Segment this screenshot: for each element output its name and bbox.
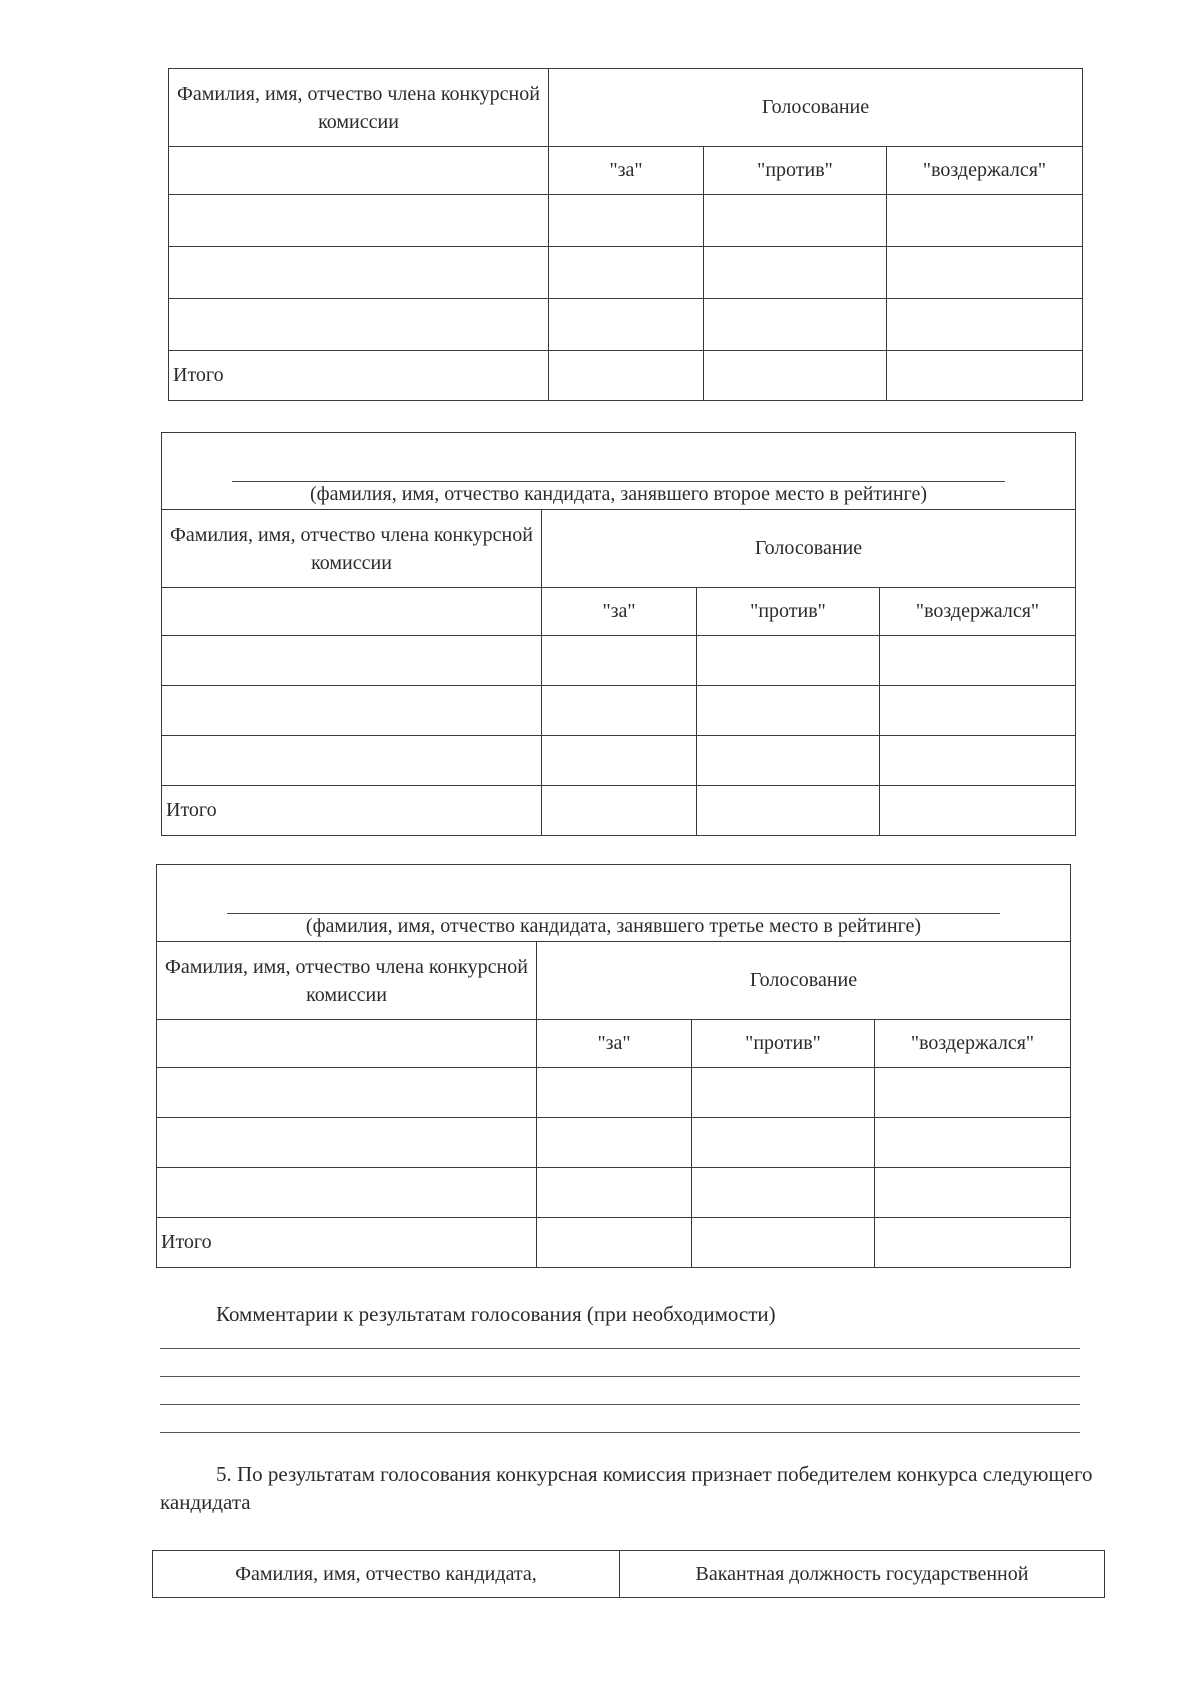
total-row	[157, 1218, 1071, 1268]
candidate-caption: (фамилия, имя, отчество кандидата, занявшего третье место в рейтинге)	[305, 915, 922, 937]
empty-cell	[169, 147, 549, 195]
header-against: "против"	[704, 147, 887, 195]
header-vacant-position: Вакантная должность государственной	[620, 1551, 1105, 1598]
total-label: Итого	[162, 786, 542, 836]
header-for: "за"	[549, 147, 704, 195]
header-abstained: "воздержался"	[875, 1020, 1071, 1068]
header-against: "против"	[697, 588, 880, 636]
total-row	[162, 786, 1076, 836]
total-row	[169, 351, 1083, 401]
table-row	[162, 686, 1076, 736]
table-row	[162, 636, 1076, 686]
table-row	[157, 1168, 1071, 1218]
comments-title: Комментарии к результатам голосования (при необходимости)	[216, 1302, 776, 1326]
voting-table-2	[161, 432, 1076, 836]
table-row	[169, 247, 1083, 299]
table-row	[157, 1118, 1071, 1168]
header-voting: Голосование	[537, 942, 1071, 1020]
total-label: Итого	[169, 351, 549, 401]
candidate-name-line	[232, 481, 1005, 482]
comment-line	[160, 1432, 1080, 1433]
total-label: Итого	[157, 1218, 537, 1268]
voting-table-1	[168, 68, 1083, 401]
table-row	[169, 299, 1083, 351]
comment-line	[160, 1404, 1080, 1405]
header-against: "против"	[692, 1020, 875, 1068]
candidate-name-cell	[162, 433, 1076, 510]
header-member-name: Фамилия, имя, отчество члена конкурсной комиссии	[169, 69, 549, 147]
header-voting: Голосование	[542, 510, 1076, 588]
header-for: "за"	[537, 1020, 692, 1068]
candidate-name-line	[227, 913, 1000, 914]
header-member-name: Фамилия, имя, отчество члена конкурсной комиссии	[162, 510, 542, 588]
table-row	[162, 736, 1076, 786]
header-abstained: "воздержался"	[880, 588, 1076, 636]
header-candidate-name: Фамилия, имя, отчество кандидата,	[153, 1551, 620, 1598]
table-row	[157, 1068, 1071, 1118]
winner-table	[152, 1550, 1105, 1598]
header-voting: Голосование	[549, 69, 1083, 147]
comment-line	[160, 1348, 1080, 1349]
empty-cell	[162, 588, 542, 636]
header-abstained: "воздержался"	[887, 147, 1083, 195]
comment-line	[160, 1376, 1080, 1377]
header-member-name: Фамилия, имя, отчество члена конкурсной комиссии	[157, 942, 537, 1020]
voting-table-3	[156, 864, 1071, 1268]
candidate-caption: (фамилия, имя, отчество кандидата, занявшего второе место в рейтинге)	[309, 483, 928, 505]
section-5-text: 5. По результатам голосования конкурсная комиссия признает победителем конкурса следующего кандидата	[160, 1462, 1093, 1514]
table-row	[169, 195, 1083, 247]
empty-cell	[157, 1020, 537, 1068]
candidate-name-cell	[157, 865, 1071, 942]
header-for: "за"	[542, 588, 697, 636]
